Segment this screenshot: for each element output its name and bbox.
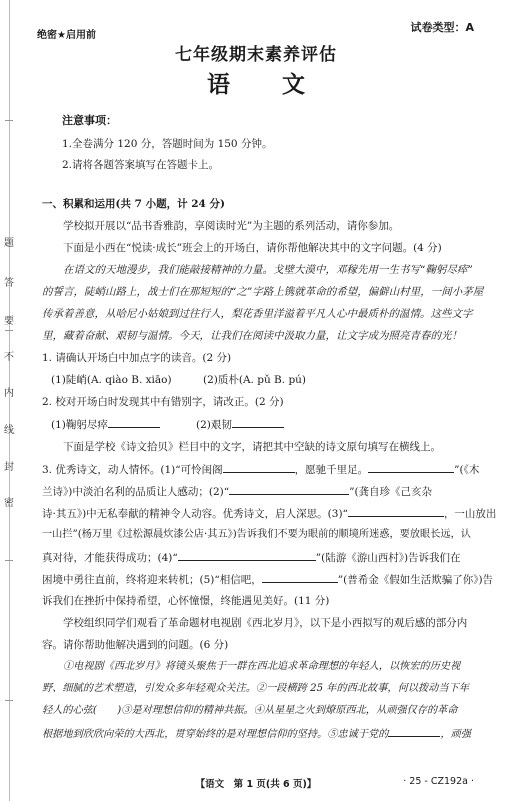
question-3-line: 困境中勇往直前，终将迎来转机；(5)“相信吧， ”(普希金《假如生活欺骗了你》)告: [42, 574, 494, 586]
binding-tick: [5, 330, 13, 331]
answer-blank: [178, 550, 316, 561]
margin-label: 密: [4, 498, 14, 509]
margin-label: 要: [4, 316, 14, 327]
margin-label: 答: [4, 278, 14, 289]
q1-option: (2)质朴(A. pǔ B. pú): [203, 374, 307, 386]
question-3-line: 3. 优秀诗文，动人情怀。(1)“可怜闺阁 ，愿驰千里足。 ”(《木: [42, 464, 480, 476]
review-line: ①电视剧《西北岁月》将镜头聚焦于一群在西北追求革命理想的年轻人，以恢宏的历史视: [63, 661, 461, 672]
passage-line: 传承着善意，从哈尼小姑娘到过往行人，梨花香里洋溢着平凡人心中最质朴的温情。这些文字: [42, 308, 473, 320]
review-line: 根据地到欣欣向荣的大西北，贯穿始终的是对理想信仰的坚持。⑤忠诚于党的 ，顽强: [42, 726, 471, 742]
task-instruction: 下面是学校《诗文拾贝》栏目中的文字，请把其中空缺的诗文原句填写在横线上。: [63, 441, 441, 453]
page-footer: 【语文 第 1 页(共 6 页)】: [195, 779, 317, 790]
margin-label: 内: [4, 388, 14, 399]
task-instruction: 下面是小西在“悦读·成长”班会上的开场白，请你帮他解决其中的文字问题。(4 分): [63, 242, 442, 254]
answer-blank: [348, 506, 444, 517]
margin-label: 封: [4, 462, 14, 473]
question-3-line: 一山拦”(杨万里《过松源晨炊漆公店·其五》)告诉我们不要为眼前的顺境所迷惑，要放眼长远，认: [42, 529, 471, 540]
passage-line: 里，藏着奋献、艰韧与温情。今天，让我们在阅读中汲取力量，让文字成为照亮青春的光！: [42, 330, 462, 342]
exam-title: 七年级期末素养评估: [175, 45, 337, 65]
answer-blank: [368, 462, 454, 473]
notice-item: 1.全卷满分 120 分，答题时间为 150 分钟。: [62, 138, 273, 150]
notice-heading: 注意事项：: [62, 114, 117, 127]
binding-tick: [5, 560, 13, 561]
answer-blank: [388, 726, 440, 737]
answer-blank: [223, 462, 295, 473]
binding-tick: [5, 120, 13, 121]
margin-label: 不: [4, 352, 14, 363]
margin-label: 线: [4, 425, 14, 436]
paper-code: · 25 - CZ192a ·: [403, 776, 474, 787]
question-1: 1. 请确认开场白中加点字的读音。(2 分): [42, 352, 232, 364]
margin-label: 题: [4, 238, 14, 249]
question-3-line: 诉我们在挫折中保持希望，心怀憧憬，终能遇见美好。(11 分): [42, 595, 330, 607]
question-3-line: 兰诗》)中淡泊名利的品质让人感动；(2)“ ”(龚自珍《己亥杂: [42, 486, 433, 498]
answer-blank: [232, 417, 284, 428]
question-3-line: 真对待，才能获得成功；(4)“ ”(陆游《游山西村》)告诉我们在: [42, 552, 461, 564]
q1-option: (1)陡峭(A. qiào B. xiāo): [51, 374, 172, 386]
task-instruction: 容。请你帮助他解决遇到的问题。(6 分): [42, 639, 229, 651]
passage-line: 在语文的天地漫步，我们能敲接精神的力量。戈壁大漠中，邓稼先用一生书写“鞠躬尽瘁”: [63, 264, 473, 276]
answer-blank: [108, 417, 160, 428]
confidential-mark: 绝密★启用前: [37, 30, 96, 41]
question-3-line: 诗·其五》)中无私奉献的精神令人动容。优秀诗文，启人深思。(3)“ ，一山放出: [42, 508, 497, 520]
passage-line: 的誓言，陡峭山路上，战士们在那短短的“之”字路上镌就革命的希望，偏僻山村里，一间小茅屋: [42, 286, 484, 298]
task-instruction: 学校组织同学们观看了革命题材电视剧《西北岁月》，以下是小西拟写的观后感的部分内: [63, 617, 468, 629]
paper-type: 试卷类型：A: [410, 21, 474, 34]
review-line: 轻人的心弦( )③是对理想信仰的精神共振。④从星星之火到燎原西北，从顽强仅存的革命: [42, 705, 458, 716]
intro-text: 学校拟开展以“品书香雅韵，享阅读时光”为主题的系列活动，请你参加。: [63, 220, 400, 232]
section-heading: 一、积累和运用(共 7 小题，计 24 分): [42, 198, 225, 210]
q2-item: (2)艰韧: [196, 417, 284, 432]
binding-tick: [5, 700, 13, 701]
question-2: 2. 校对开场白时发现其中有错别字，请改正。(2 分): [42, 396, 284, 408]
notice-item: 2.请将各题答案填写在答题卡上。: [62, 159, 220, 171]
answer-blank: [229, 484, 349, 495]
review-line: 野、细腻的艺术塑造，引发众多年轻观众关注。②一段横跨 25 年的西北故事，何以拨动当下年: [42, 683, 469, 694]
answer-blank: [262, 572, 338, 583]
q2-item: (1)鞠躬尽瘁: [51, 417, 160, 432]
subject-title: 语 文: [206, 71, 327, 98]
